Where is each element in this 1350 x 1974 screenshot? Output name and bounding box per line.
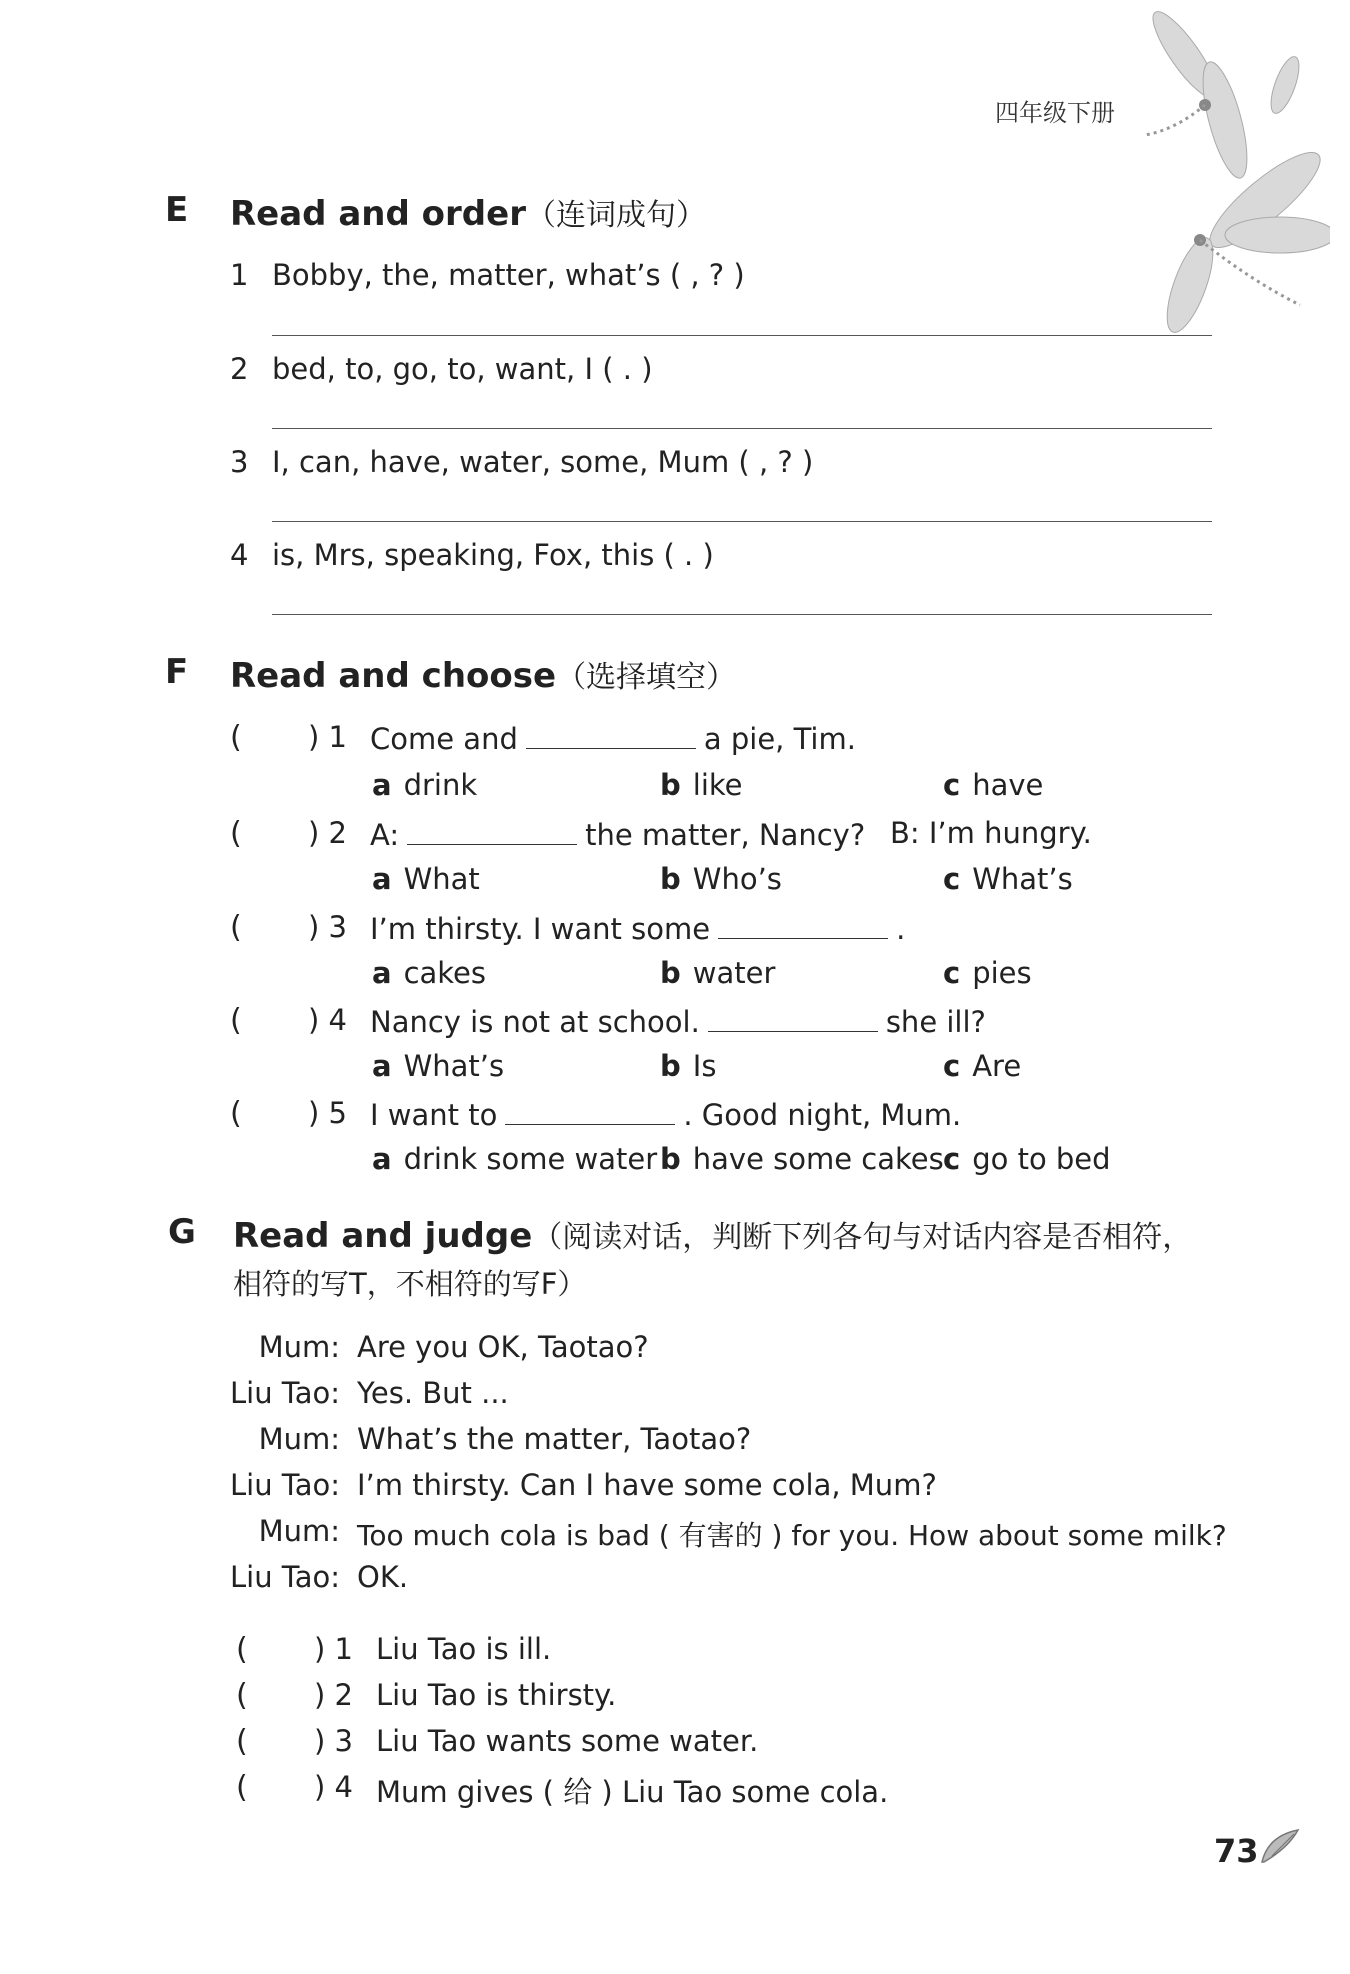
dialogue-line-4: I’m thirsty. Can I have some cola, Mum? <box>357 1468 937 1502</box>
g-statement-1-answer-box[interactable]: ( <box>236 1632 248 1667</box>
f-item-2-option-b: b Who’s <box>660 862 782 896</box>
dialogue-speaker-1: Mum: <box>258 1330 340 1364</box>
g-statement-1-text: Liu Tao is ill. <box>376 1632 552 1666</box>
e-answer-line-1[interactable] <box>272 335 1212 336</box>
e-item-2-num: 2 <box>230 352 249 386</box>
section-g-letter: G <box>168 1212 196 1252</box>
f-item-3-num: ) 3 <box>308 910 347 944</box>
f-item-1-before: Come and <box>370 722 518 756</box>
f-item-3-before: I’m thirsty. I want some <box>370 912 711 946</box>
e-answer-line-4[interactable] <box>272 614 1212 615</box>
dialogue-speaker-5: Mum: <box>258 1514 340 1548</box>
f-item-3-option-a: a cakes <box>372 956 487 990</box>
f-item-5-num: ) 5 <box>308 1096 347 1130</box>
f-item-2-extra: B: I’m hungry. <box>890 816 1092 850</box>
g-statement-4-num: ) 4 <box>314 1770 353 1804</box>
f-item-5-answer-box[interactable]: ( <box>230 1096 242 1131</box>
f-item-2-option-c: c What’s <box>943 862 1073 896</box>
section-f-title-en: Read and choose <box>230 656 557 696</box>
f-item-3-question <box>370 910 905 946</box>
section-e-title <box>230 190 706 234</box>
f-item-3-option-b: b water <box>660 956 776 990</box>
e-item-4-text: is, Mrs, speaking, Fox, this ( . ) <box>272 538 714 572</box>
f-item-3-blank[interactable] <box>718 910 888 939</box>
f-item-4-num: ) 4 <box>308 1003 347 1037</box>
g-statement-4-answer-box[interactable]: ( <box>236 1770 248 1805</box>
f-item-5-option-c: c go to bed <box>943 1142 1111 1176</box>
f-item-1-question <box>370 720 856 756</box>
section-f-letter: F <box>165 652 189 692</box>
f-item-4-after: she ill? <box>885 1005 986 1039</box>
g-statement-3-text: Liu Tao wants some water. <box>376 1724 759 1758</box>
f-item-1-option-c: c have <box>943 768 1044 802</box>
section-e-title-cn: （连词成句） <box>525 198 706 233</box>
g-statement-2-answer-box[interactable]: ( <box>236 1678 248 1713</box>
dialogue-speaker-4: Liu Tao: <box>229 1468 340 1502</box>
g-statement-3-num: ) 3 <box>314 1724 353 1758</box>
f-item-5-after: . Good night, Mum. <box>683 1098 962 1132</box>
f-item-1-num: ) 1 <box>308 720 347 754</box>
f-item-4-option-c: c Are <box>943 1049 1022 1083</box>
f-item-5-before: I want to <box>370 1098 498 1132</box>
section-g-title <box>233 1212 1192 1256</box>
e-item-2-text: bed, to, go, to, want, I ( . ) <box>272 352 653 386</box>
dialogue-line-2: Yes. But ... <box>357 1376 509 1410</box>
f-item-1-blank[interactable] <box>526 720 696 749</box>
f-item-1-option-b: b like <box>660 768 743 802</box>
f-item-3-option-c: c pies <box>943 956 1032 990</box>
g-statement-1-num: ) 1 <box>314 1632 353 1666</box>
f-item-4-before: Nancy is not at school. <box>370 1005 700 1039</box>
f-item-4-option-a: a What’s <box>372 1049 505 1083</box>
f-item-2-question <box>370 816 865 852</box>
f-item-1-option-a: a drink <box>372 768 478 802</box>
dragonfly-decoration-icon <box>1130 10 1330 350</box>
f-item-4-answer-box[interactable]: ( <box>230 1003 242 1038</box>
f-item-2-option-a: a What <box>372 862 480 896</box>
dialogue-line-1: Are you OK, Taotao? <box>357 1330 649 1364</box>
f-item-5-question <box>370 1096 961 1132</box>
section-e-letter: E <box>165 190 189 230</box>
dialogue-speaker-2: Liu Tao: <box>229 1376 340 1410</box>
f-item-5-option-a: a drink some water <box>372 1142 658 1176</box>
f-item-2-answer-box[interactable]: ( <box>230 816 242 851</box>
dialogue-line-3: What’s the matter, Taotao? <box>357 1422 752 1456</box>
dialogue-line-6: OK. <box>357 1560 409 1594</box>
dialogue-speaker-3: Mum: <box>258 1422 340 1456</box>
f-item-2-blank[interactable] <box>407 816 577 845</box>
f-item-2-num: ) 2 <box>308 816 347 850</box>
g-statement-4-text: Mum gives ( 给 ) Liu Tao some cola. <box>376 1775 889 1809</box>
section-f-title-cn: （选择填空） <box>556 660 737 695</box>
e-item-1-text: Bobby, the, matter, what’s ( , ? ) <box>272 258 745 292</box>
f-item-4-option-b: b Is <box>660 1049 717 1083</box>
section-g-title-en: Read and judge <box>233 1216 533 1256</box>
f-item-1-answer-box[interactable]: ( <box>230 720 242 755</box>
f-item-1-after: a pie, Tim. <box>703 722 856 756</box>
e-item-4-num: 4 <box>230 538 249 572</box>
section-g-title-cn-2: 相符的写T，不相符的写F） <box>233 1267 587 1301</box>
f-item-4-question <box>370 1003 986 1039</box>
g-statement-3-answer-box[interactable]: ( <box>236 1724 248 1759</box>
section-g-title-cn-1: （阅读对话，判断下列各句与对话内容是否相符， <box>532 1220 1193 1255</box>
grade-label: 四年级下册 <box>995 99 1115 127</box>
e-item-3-num: 3 <box>230 445 249 479</box>
page-number: 73 <box>1214 1832 1259 1870</box>
e-item-1-num: 1 <box>230 258 249 292</box>
e-item-3-text: I, can, have, water, some, Mum ( , ? ) <box>272 445 814 479</box>
g-statement-2-num: ) 2 <box>314 1678 353 1712</box>
leaf-icon <box>1258 1826 1304 1866</box>
g-statement-2-text: Liu Tao is thirsty. <box>376 1678 617 1712</box>
f-item-5-option-b: b have some cakes <box>660 1142 944 1176</box>
f-item-5-blank[interactable] <box>505 1096 675 1125</box>
f-item-2-before: A: <box>370 818 400 852</box>
e-answer-line-3[interactable] <box>272 521 1212 522</box>
f-item-2-after: the matter, Nancy? <box>585 818 866 852</box>
section-f-title <box>230 652 736 696</box>
section-e-title-en: Read and order <box>230 194 526 234</box>
dialogue-speaker-6: Liu Tao: <box>229 1560 340 1594</box>
f-item-3-after: . <box>896 912 906 946</box>
e-answer-line-2[interactable] <box>272 428 1212 429</box>
dialogue-line-5: Too much cola is bad ( 有害的 ) for you. How about some milk? <box>357 1519 1227 1552</box>
f-item-4-blank[interactable] <box>708 1003 878 1032</box>
f-item-3-answer-box[interactable]: ( <box>230 910 242 945</box>
